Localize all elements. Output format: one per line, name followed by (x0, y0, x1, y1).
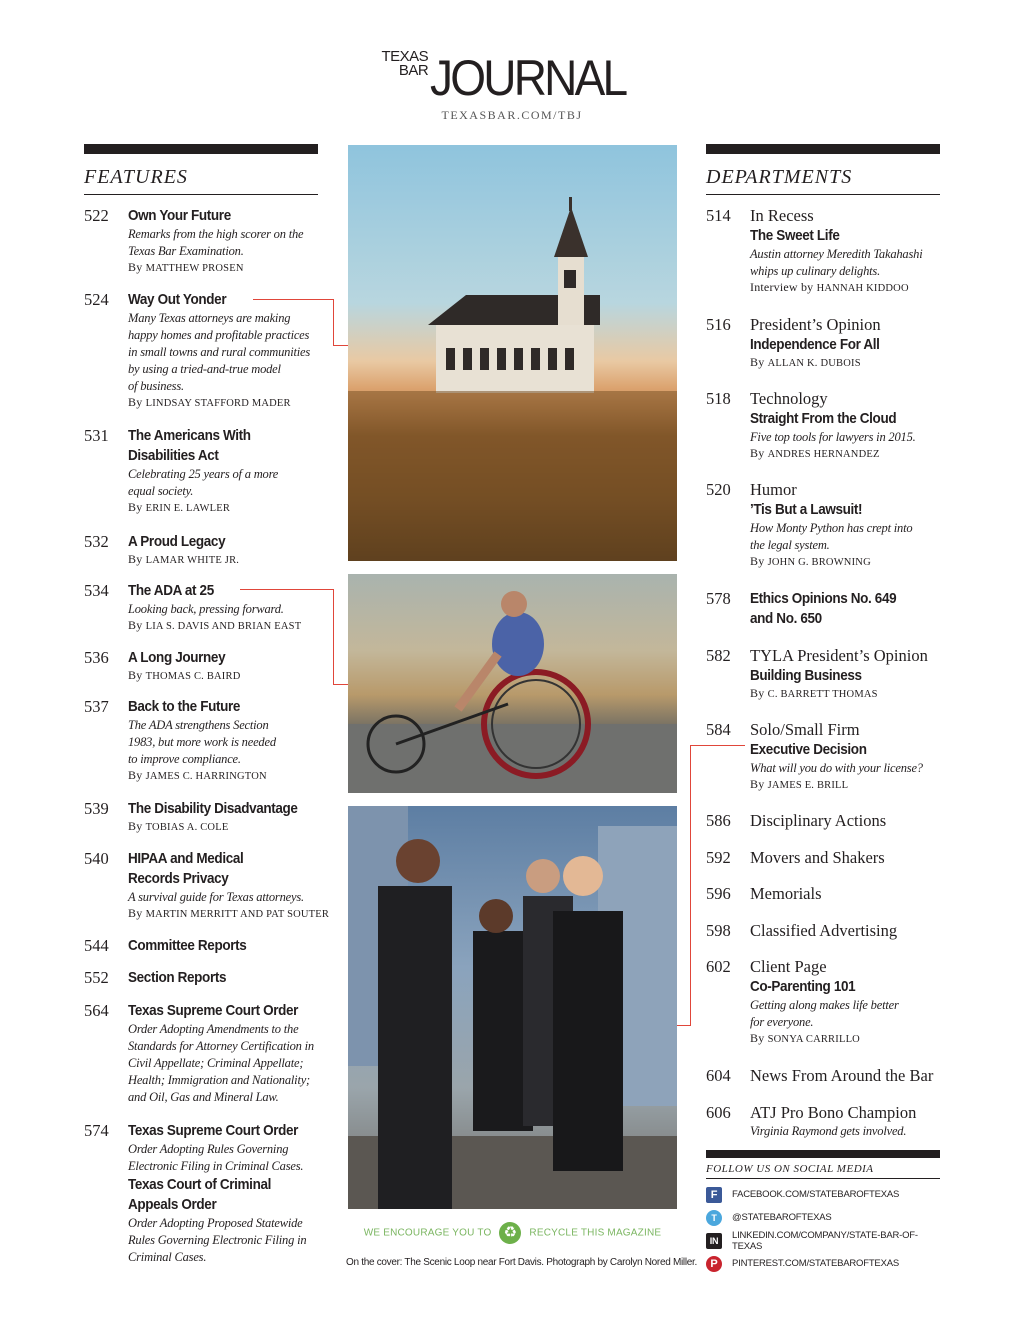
connector-line (240, 589, 333, 590)
site-url[interactable]: TEXASBAR.COM/TBJ (441, 108, 583, 122)
department-byline: By ANDRES HERNANDEZ (750, 446, 880, 460)
connector-line (333, 589, 334, 684)
social-heading: FOLLOW US ON SOCIAL MEDIA (706, 1158, 940, 1179)
page-number: 516 (706, 315, 731, 334)
department-byline: By JAMES E. BRILL (750, 777, 849, 791)
connector-line (677, 1025, 691, 1026)
feature-title: Own Your Future (128, 207, 231, 224)
cover-caption: On the cover: The Scenic Loop near Fort Davis. Photograph by Carolyn Nored Miller. (346, 1257, 697, 1268)
feature-desc: The ADA strengthens Section 1983, but more work is needed to improve compliance. (128, 718, 276, 766)
feature-title: Committee Reports (128, 937, 247, 954)
recycle-text-left: WE ENCOURAGE YOU TO (363, 1227, 492, 1239)
pinterest-link[interactable] (706, 1252, 940, 1275)
department-byline: Interview by HANNAH KIDDOO (750, 280, 909, 294)
department-category: Client Page (750, 957, 827, 976)
feature-title: A Proud Legacy (128, 533, 226, 550)
department-category: In Recess (750, 206, 814, 225)
page-number: 522 (84, 206, 109, 225)
page-number: 582 (706, 646, 731, 665)
department-title: Ethics Opinions No. 649 (750, 590, 897, 607)
page-number: 539 (84, 799, 109, 818)
wheelchair-illustration (348, 574, 677, 793)
departments-header (706, 144, 940, 195)
department-category: Technology (750, 389, 828, 408)
facebook-url: FACEBOOK.COM/STATEBAROFTEXAS (732, 1189, 900, 1200)
logo-journal: JOURNAL (430, 50, 626, 106)
feature-title: Section Reports (128, 969, 227, 986)
department-byline: By SONYA CARRILLO (750, 1031, 860, 1045)
twitter-link[interactable] (706, 1206, 940, 1229)
department-category: Movers and Shakers (750, 848, 885, 867)
department-desc: Getting along makes life better for everyone. (750, 998, 899, 1029)
feature-byline: By ERIN E. LAWLER (128, 500, 231, 514)
department-category: Classified Advertising (750, 921, 898, 940)
department-desc: Austin attorney Meredith Takahashi whips up culinary delights. (750, 247, 923, 278)
page-number: 586 (706, 811, 731, 830)
feature-desc: Many Texas attorneys are making happy homes and profitable practices in small towns and rural communities by using a tried-and-true model of business. (128, 311, 311, 393)
page-number: 598 (706, 921, 731, 940)
cover-photo-wheelchair-racer (348, 574, 677, 793)
attorneys-illustration (348, 806, 677, 1209)
page-number: 604 (706, 1066, 731, 1085)
logo-small-text (381, 50, 428, 100)
feature-byline: By MATTHEW PROSEN (128, 260, 244, 274)
page-number: 578 (706, 589, 731, 608)
department-title: The Sweet Life (750, 227, 840, 244)
page-number: 552 (84, 968, 109, 987)
feature-byline: By TOBIAS A. COLE (128, 819, 229, 833)
page-number: 596 (706, 884, 731, 903)
facebook-link[interactable] (706, 1183, 940, 1206)
linkedin-url: LINKEDIN.COM/COMPANY/STATE-BAR-OF-TEXAS (732, 1229, 918, 1252)
feature-title: The ADA at 25 (128, 582, 214, 599)
feature-desc: Celebrating 25 years of a more equal society. (128, 467, 279, 498)
department-title: ’Tis But a Lawsuit! (750, 501, 863, 518)
page-number: 514 (706, 206, 731, 225)
feature-desc: Looking back, pressing forward. (128, 602, 284, 616)
twitter-handle: @STATEBAROFTEXAS (732, 1212, 832, 1223)
department-category: TYLA President’s Opinion (750, 646, 928, 665)
page-number: 584 (706, 720, 731, 739)
page-number: 540 (84, 849, 109, 868)
journal-logo[interactable] (381, 48, 642, 106)
feature-byline: By LAMAR WHITE JR. (128, 552, 240, 566)
recycle-text-right: RECYCLE THIS MAGAZINE (529, 1227, 662, 1239)
church-illustration (348, 145, 677, 561)
department-title: Co-Parenting 101 (750, 978, 856, 995)
feature-title: HIPAA and Medical (128, 850, 244, 867)
page-number: 537 (84, 697, 109, 716)
department-category: Memorials (750, 884, 822, 903)
feature-byline: By LIA S. DAVIS AND BRIAN EAST (128, 618, 302, 632)
features-header (84, 144, 318, 195)
logo-texas: TEXAS (381, 48, 429, 65)
feature-title: Texas Supreme Court Order (128, 1122, 299, 1139)
feature-title-extra-line2: Appeals Order (128, 1196, 217, 1213)
page-number: 531 (84, 426, 109, 445)
connector-line (333, 345, 348, 346)
feature-title: Way Out Yonder (128, 291, 227, 308)
page-number: 592 (706, 848, 731, 867)
page-number: 524 (84, 290, 109, 309)
facebook-icon: F (706, 1187, 722, 1203)
features-heading: FEATURES (84, 154, 318, 195)
feature-desc: Order Adopting Rules Governing Electronic Filing in Criminal Cases. (128, 1142, 304, 1173)
linkedin-link[interactable] (706, 1229, 940, 1252)
feature-title: The Americans With (128, 427, 251, 444)
connector-line (333, 684, 348, 685)
feature-title: Back to the Future (128, 698, 241, 715)
feature-title-extra: Texas Court of Criminal (128, 1176, 272, 1193)
recycle-icon: ♻ (499, 1222, 521, 1244)
masthead (0, 48, 1024, 123)
feature-byline: By JAMES C. HARRINGTON (128, 768, 267, 782)
department-byline: By JOHN G. BROWNING (750, 554, 871, 568)
social-media-panel (706, 1150, 940, 1275)
department-title-line2: and No. 650 (750, 610, 822, 627)
feature-desc: A survival guide for Texas attorneys. (128, 890, 304, 904)
page-number: 534 (84, 581, 109, 600)
page-number: 536 (84, 648, 109, 667)
recycle-note (348, 1222, 677, 1244)
department-title: Independence For All (750, 336, 880, 353)
department-desc: What will you do with your license? (750, 761, 923, 775)
cover-photo-attorneys (348, 806, 677, 1209)
feature-byline: By LINDSAY STAFFORD MADER (128, 395, 291, 409)
connector-line (690, 745, 745, 746)
feature-title: A Long Journey (128, 649, 226, 666)
department-category: Solo/Small Firm (750, 720, 860, 739)
page-number: 574 (84, 1121, 109, 1140)
department-category: ATJ Pro Bono Champion (750, 1103, 917, 1122)
department-category: Humor (750, 480, 797, 499)
department-desc: How Monty Python has crept into the legal system. (750, 521, 913, 552)
pinterest-url: PINTEREST.COM/STATEBAROFTEXAS (732, 1258, 899, 1269)
department-category: Disciplinary Actions (750, 811, 887, 830)
connector-line (333, 299, 334, 345)
logo-bar: BAR (398, 62, 429, 79)
departments-heading: DEPARTMENTS (706, 154, 940, 195)
connector-line (690, 745, 691, 1025)
feature-title-line2: Disabilities Act (128, 447, 219, 464)
department-byline: By ALLAN K. DUBOIS (750, 355, 861, 369)
department-desc: Virginia Raymond gets involved. (750, 1124, 907, 1138)
feature-byline: By THOMAS C. BAIRD (128, 668, 241, 682)
feature-desc: Remarks from the high scorer on the Texas Bar Examination. (128, 227, 304, 258)
department-title: Building Business (750, 667, 862, 684)
department-title: Straight From the Cloud (750, 410, 897, 427)
department-desc: Five top tools for lawyers in 2015. (750, 430, 916, 444)
feature-title-line2: Records Privacy (128, 870, 229, 887)
page-number: 564 (84, 1001, 109, 1020)
pinterest-icon: P (706, 1256, 722, 1272)
department-category: President’s Opinion (750, 315, 881, 334)
department-byline: By C. BARRETT THOMAS (750, 686, 878, 700)
feature-title: Texas Supreme Court Order (128, 1002, 299, 1019)
feature-desc: Order Adopting Amendments to the Standards for Attorney Certification in Civil Appellate; Criminal Appellate; Health; Immigration and Nationality; and Oil, Gas and Mineral Law. (128, 1022, 314, 1104)
department-title: Executive Decision (750, 741, 867, 758)
cover-photo-church (348, 145, 677, 561)
feature-byline: By MARTIN MERRITT AND PAT SOUTER (128, 906, 330, 920)
department-category: News From Around the Bar (750, 1066, 934, 1085)
connector-line (253, 299, 333, 300)
page-number: 544 (84, 936, 109, 955)
page-number: 520 (706, 480, 731, 499)
feature-desc-extra: Order Adopting Proposed Statewide Rules Governing Electronic Filing in Criminal Cases. (128, 1216, 307, 1264)
linkedin-icon: IN (706, 1233, 722, 1249)
twitter-icon: T (706, 1210, 722, 1226)
page-number: 532 (84, 532, 109, 551)
feature-title: The Disability Disadvantage (128, 800, 298, 817)
page-number: 518 (706, 389, 731, 408)
page-number: 606 (706, 1103, 731, 1122)
page-number: 602 (706, 957, 731, 976)
